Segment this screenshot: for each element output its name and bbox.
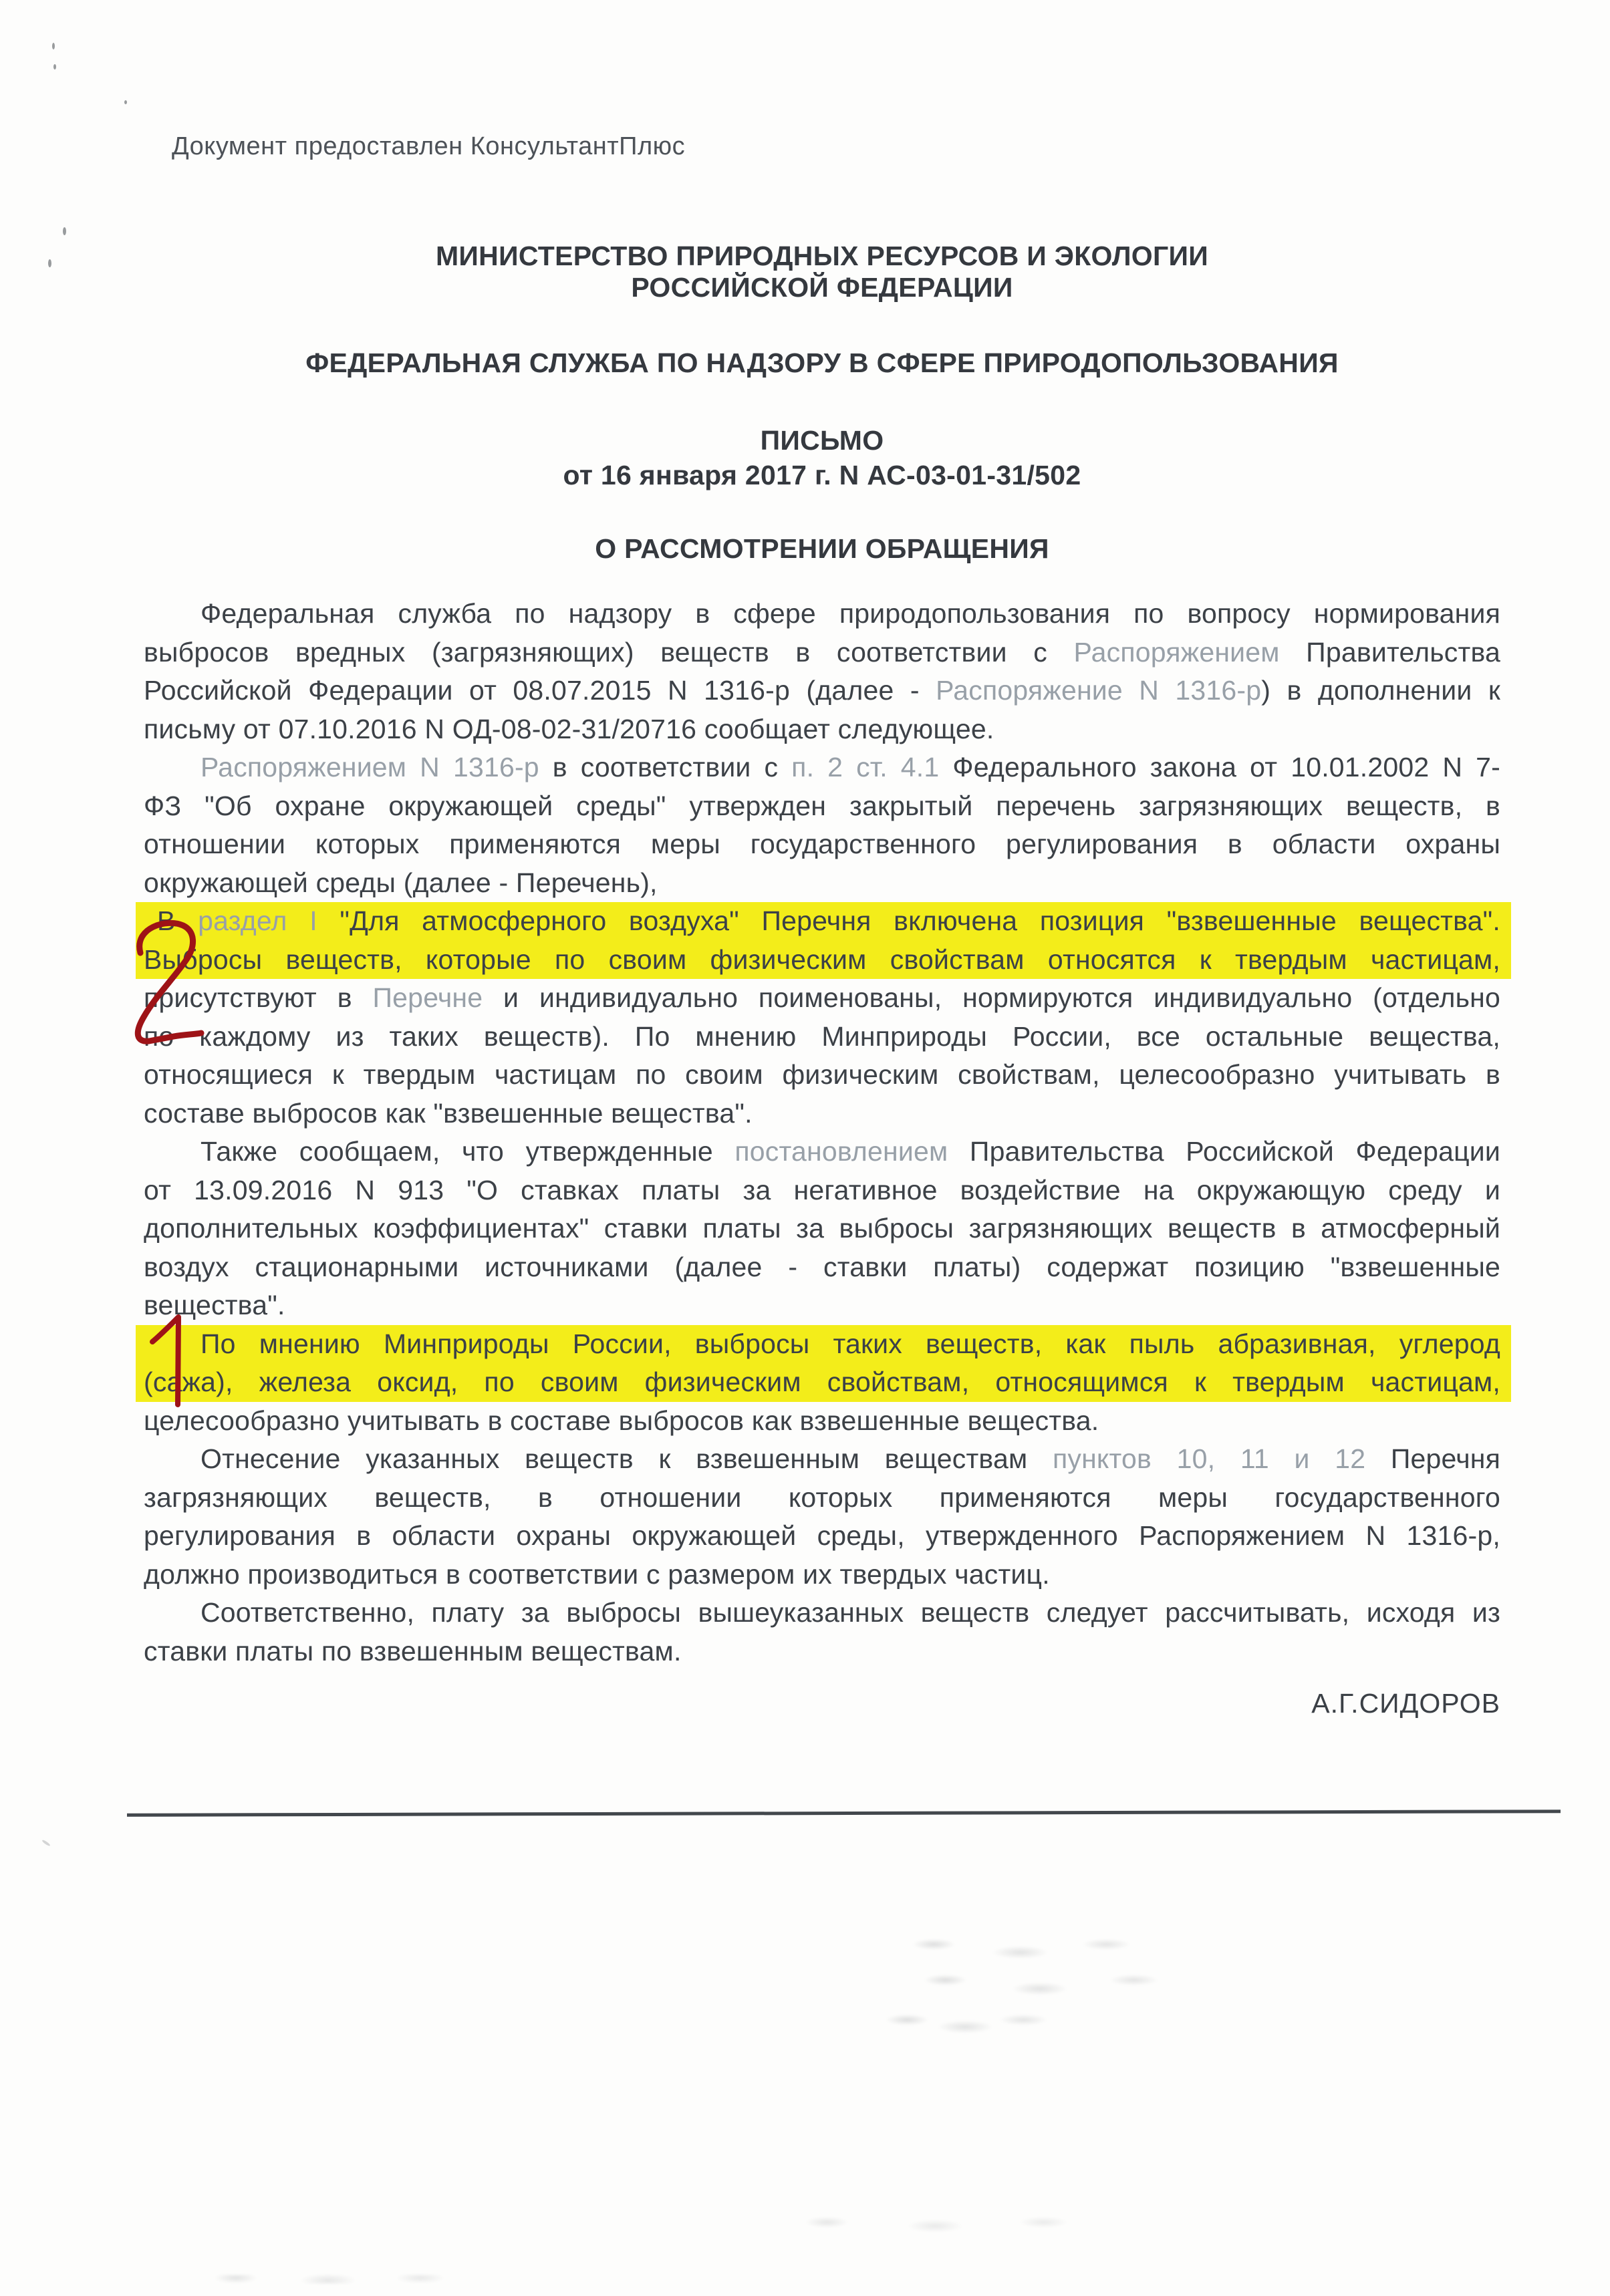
text-segment: Правительства Российской Федерации — [948, 1136, 1500, 1167]
reference-link-text: постановлением — [734, 1136, 948, 1167]
scan-speck — [63, 227, 66, 235]
text-segment: и индивидуально поименованы, нормируются индивидуально (отдельно — [483, 982, 1500, 1013]
body-line-highlighted — [136, 1363, 1511, 1402]
text-segment: ставки платы по взвешенным веществам. — [144, 1635, 682, 1667]
text-segment: отношении которых применяются меры государственного регулирования в области охраны — [144, 829, 1500, 859]
body-line — [144, 710, 1500, 749]
text-segment: от 13.09.2016 N 913 "О ставках платы за негативное воздействие на окружающую среду и — [144, 1174, 1500, 1205]
document-date-number: от 16 января 2017 г. N АС-03-01-31/502 — [563, 460, 1081, 490]
text-segment: выбросов вредных (загрязняющих) веществ в соответствии с — [144, 636, 1074, 668]
document-body — [144, 595, 1500, 1671]
document-subject: О РАССМОТРЕНИИ ОБРАЩЕНИЯ — [595, 533, 1049, 564]
text-segment: Соответственно, плату за выбросы вышеуказанных веществ следует рассчитывать, исходя из — [200, 1597, 1500, 1628]
body-line — [144, 1402, 1500, 1441]
body-line — [144, 1632, 1500, 1671]
reference-link-text: Распоряжением — [1073, 636, 1280, 668]
text-segment: ФЗ "Об охране окружающей среды" утвержден закрытый перечень загрязняющих веществ, в — [144, 790, 1500, 821]
text-segment: целесообразно учитывать в составе выбросов как взвешенные вещества. — [144, 1405, 1099, 1436]
body-line — [144, 825, 1500, 864]
handwritten-mark-1 — [148, 1314, 195, 1409]
signatory-name: А.Г.СИДОРОВ — [1311, 1688, 1500, 1719]
text-segment: вещества". — [144, 1290, 285, 1320]
text-segment: загрязняющих веществ, в отношении которых применяются меры государственного — [144, 1481, 1500, 1513]
document-type: ПИСЬМО — [760, 425, 884, 456]
body-line — [144, 1095, 1500, 1133]
body-line-highlighted — [136, 1325, 1511, 1364]
text-segment: относящиеся к твердым частицам по своим физическим свойствам, целесообразно учитывать в — [144, 1059, 1500, 1090]
body-line — [144, 1171, 1500, 1210]
text-segment: присутствуют в — [144, 982, 373, 1013]
body-line — [144, 1594, 1500, 1632]
body-line — [144, 979, 1500, 1018]
reference-link-text: п. 2 ст. 4.1 — [791, 752, 940, 782]
body-line-highlighted — [136, 902, 1511, 941]
text-segment: Федеральная служба по надзору в сфере природопользования по вопросу нормирования — [200, 598, 1500, 629]
body-line — [144, 1286, 1500, 1325]
scan-smudge — [872, 2010, 1066, 2038]
scan-smudge — [889, 1968, 1203, 2003]
body-line — [144, 1133, 1500, 1171]
reference-link-text: Распоряжением N 1316-р — [200, 752, 539, 782]
scan-speck — [41, 1839, 51, 1846]
text-segment: регулирования в области охраны окружающей среды, утвержденного Распоряжением N 1316-р, — [144, 1520, 1500, 1551]
text-segment: Российской Федерации от 08.07.2015 N 1316-р (далее - — [144, 675, 936, 706]
text-segment: Также сообщаем, что утвержденные — [200, 1136, 735, 1167]
ministry-name-line1: МИНИСТЕРСТВО ПРИРОДНЫХ РЕСУРСОВ И ЭКОЛОГИИ — [435, 241, 1209, 271]
body-line — [144, 672, 1500, 710]
handwritten-mark-2 — [127, 917, 206, 1052]
text-segment: Выбросы веществ, которые по своим физическим свойствам относятся к твердым частицам, — [144, 944, 1500, 975]
agency-name: ФЕДЕРАЛЬНАЯ СЛУЖБА ПО НАДЗОРУ В СФЕРЕ ПРИРОДОПОЛЬЗОВАНИЯ — [305, 347, 1339, 378]
provider-note: Документ предоставлен КонсультантПлюс — [172, 132, 686, 160]
scan-speck — [52, 43, 55, 49]
text-segment: Правительства — [1279, 636, 1500, 668]
text-segment: "Для атмосферного воздуха" Перечня включена позиция "взвешенные вещества". — [317, 905, 1500, 936]
text-segment: ) в дополнении к — [1261, 675, 1501, 706]
body-line — [144, 1056, 1500, 1095]
scan-speck — [53, 64, 56, 69]
text-segment: дополнительных коэффициентах" ставки платы за выбросы загрязняющих веществ в атмосферный — [144, 1213, 1500, 1244]
text-segment: Федерального закона от 10.01.2002 N 7- — [939, 752, 1500, 782]
text-segment: составе выбросов как "взвешенные вещества". — [144, 1097, 753, 1129]
text-segment: Отнесение указанных веществ к взвешенным веществам — [200, 1443, 1053, 1474]
body-line — [144, 1479, 1500, 1518]
body-line — [144, 1248, 1500, 1287]
reference-link-text: раздел I — [198, 905, 317, 936]
body-line — [144, 633, 1500, 672]
body-line — [144, 1440, 1500, 1479]
body-line — [144, 748, 1500, 787]
reference-link-text: Распоряжение N 1316-р — [936, 675, 1262, 706]
text-segment: должно производиться в соответствии с размером их твердых частиц. — [144, 1558, 1050, 1590]
body-line — [144, 1018, 1500, 1056]
text-segment: (сажа), железа оксид, по своим физическим свойствам, относящимся к твердым частицам, — [144, 1367, 1500, 1397]
text-segment: воздух стационарными источниками (далее - ставки платы) содержат позицию "взвешенные — [144, 1251, 1500, 1282]
text-segment: В — [157, 905, 198, 936]
text-segment: по каждому из таких веществ). По мнению Минприроды России, все остальные вещества, — [144, 1020, 1500, 1052]
footer-rule — [127, 1810, 1561, 1817]
text-segment: Перечня — [1365, 1443, 1501, 1474]
text-segment: письму от 07.10.2016 N ОД-08-02-31/20716 сообщает следующее. — [144, 713, 994, 744]
scan-speck — [124, 100, 127, 104]
body-line — [144, 1517, 1500, 1556]
scan-smudge — [180, 2275, 488, 2284]
body-line — [144, 595, 1500, 633]
body-line — [144, 1209, 1500, 1248]
reference-link-text: пунктов 10, 11 и 12 — [1052, 1443, 1366, 1474]
scan-smudge — [882, 1933, 1170, 1965]
text-segment: окружающей среды (далее - Перечень), — [144, 867, 658, 898]
text-segment: По мнению Минприроды России, выбросы таких веществ, как пыль абразивная, углерод — [200, 1328, 1500, 1359]
ministry-name-line2: РОССИЙСКОЙ ФЕДЕРАЦИИ — [631, 272, 1013, 303]
body-line-highlighted — [136, 941, 1511, 980]
scan-smudge — [762, 2217, 1123, 2232]
text-segment: в соответствии с — [539, 752, 792, 782]
reference-link-text: Перечне — [372, 982, 483, 1013]
body-line — [144, 1556, 1500, 1594]
body-line — [144, 864, 1500, 903]
body-line — [144, 787, 1500, 826]
scan-speck — [48, 259, 51, 267]
